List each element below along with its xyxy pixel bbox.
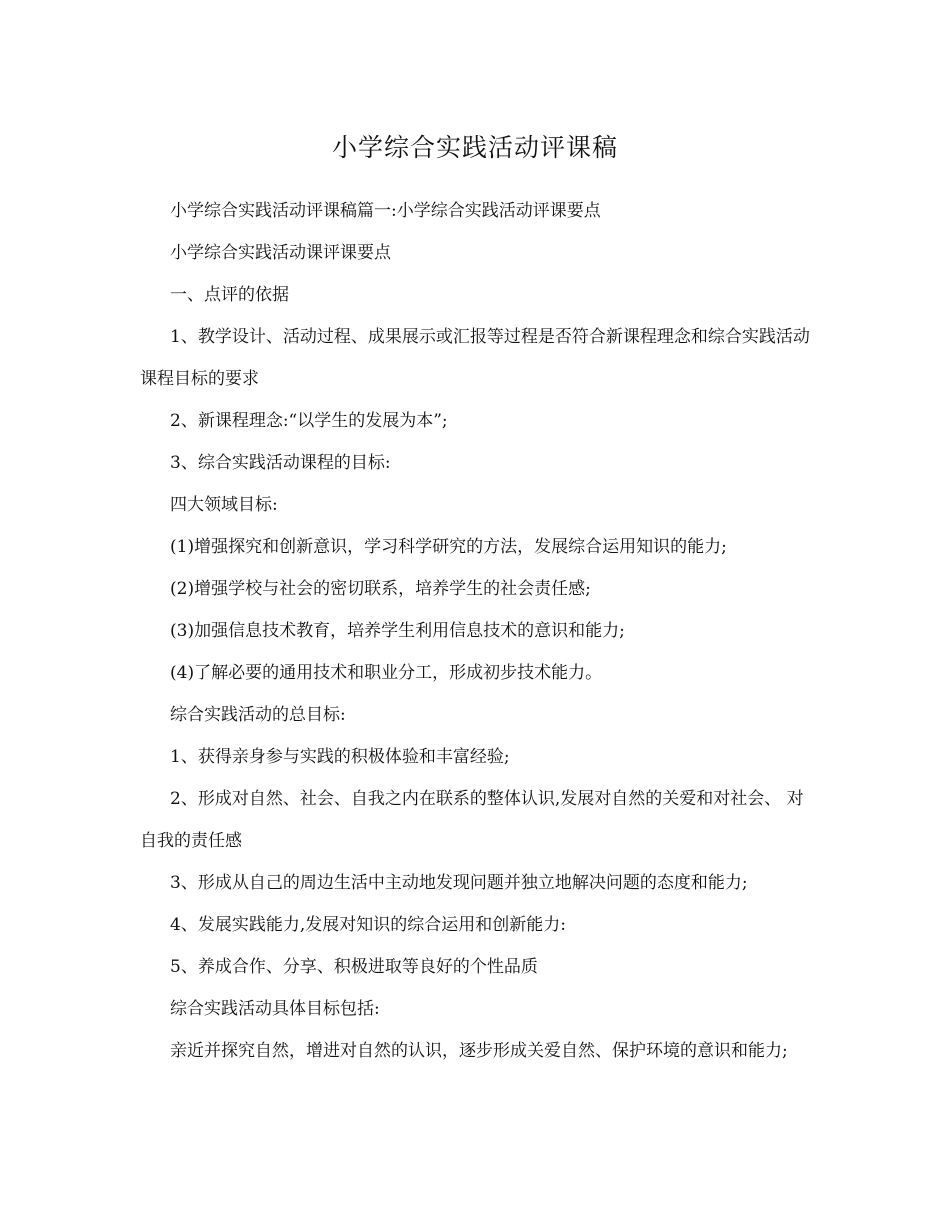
paragraph: 小学综合实践活动评课稿篇一:小学综合实践活动评课要点 — [170, 201, 601, 221]
paragraph: 2、形成对自然、社会、自我之内在联系的整体认识,发展对自然的关爱和对社会、 对自我的责任感 — [140, 789, 804, 851]
paragraph: 综合实践活动的总目标: — [170, 705, 346, 725]
paragraph: 3、形成从自己的周边生活中主动地发现问题并独立地解决问题的态度和能力; — [170, 873, 748, 893]
paragraph: (2)增强学校与社会的密切联系，培养学生的社会责任感; — [170, 579, 591, 599]
paragraph: 小学综合实践活动课评课要点 — [170, 243, 391, 263]
paragraph: 4、发展实践能力,发展对知识的综合运用和创新能力: — [170, 915, 566, 935]
paragraph: (4)了解必要的通用技术和职业分工，形成初步技术能力。 — [170, 663, 603, 683]
paragraph: 1、教学设计、活动过程、成果展示或汇报等过程是否符合新课程理念和综合实践活动课程目标的要求 — [140, 327, 810, 389]
paragraph: 3、综合实践活动课程的目标: — [170, 453, 391, 473]
paragraph: 亲近并探究自然，增进对自然的认识，逐步形成关爱自然、保护环境的意识和能力; — [170, 1041, 788, 1061]
paragraph: 四大领域目标: — [170, 495, 278, 515]
document-body — [140, 190, 810, 1072]
paragraph: 综合实践活动具体目标包括: — [170, 999, 380, 1019]
paragraph: 1、获得亲身参与实践的积极体验和丰富经验; — [170, 747, 510, 767]
document-title: 小学综合实践活动评课稿 — [331, 133, 618, 162]
paragraph: (3)加强信息技术教育，培养学生利用信息技术的意识和能力; — [170, 621, 625, 641]
paragraph: (1)增强探究和创新意识，学习科学研究的方法，发展综合运用知识的能力; — [170, 537, 727, 557]
paragraph: 一、点评的依据 — [170, 285, 289, 305]
paragraph: 5、养成合作、分享、积极进取等良好的个性品质 — [170, 957, 538, 977]
paragraph: 2、新课程理念:“以学生的发展为本”; — [170, 411, 448, 431]
